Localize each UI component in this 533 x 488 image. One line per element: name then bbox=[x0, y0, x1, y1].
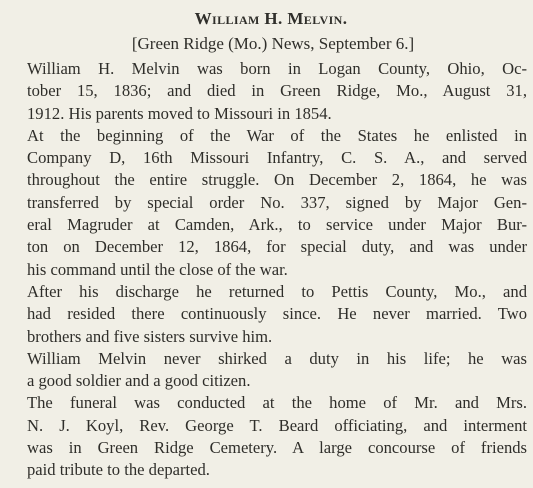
text-line: brothers and five sisters survive him. bbox=[27, 326, 273, 346]
text-line: After his discharge he returned to Pettis County, Mo., and bbox=[27, 281, 527, 301]
text-line: William H. Melvin was born in Logan County, Ohio, Oc- bbox=[27, 59, 527, 78]
paragraph-funeral bbox=[9, 392, 527, 481]
text-line: At the beginning of the War of the States he enlisted in bbox=[27, 125, 527, 145]
text-line: N. J. Koyl, Rev. George T. Beard officiating, and interment bbox=[27, 415, 527, 435]
text-line: paid tribute to the departed. bbox=[27, 460, 210, 480]
text-line: had resided there continuously since. He never married. Two bbox=[27, 304, 527, 324]
paragraph-character bbox=[9, 348, 527, 393]
paragraph-after-discharge bbox=[9, 281, 527, 348]
text-line: was in Green Ridge Cemetery. A large concourse of friends bbox=[27, 438, 527, 458]
source-citation: [Green Ridge (Mo.) News, September 6.] bbox=[131, 34, 415, 53]
text-line: a good soldier and a good citizen. bbox=[27, 371, 251, 391]
page-title: William H. Melvin. bbox=[194, 9, 348, 28]
text-line: William Melvin never shirked a duty in his life; he was bbox=[27, 348, 527, 368]
text-line: eral Magruder at Camden, Ark., to service under Major Bur- bbox=[27, 215, 527, 235]
text-line: throughout the entire struggle. On December 2, 1864, he was bbox=[27, 170, 527, 190]
text-line: his command until the close of the war. bbox=[27, 259, 288, 279]
paragraph-birth bbox=[9, 58, 527, 125]
text-line: 1912. His parents moved to Missouri in 1854. bbox=[27, 103, 332, 123]
text-line: Company D, 16th Missouri Infantry, C. S. A., and served bbox=[27, 148, 527, 168]
text-line: transferred by special order No. 337, signed by Major Gen- bbox=[27, 192, 527, 212]
text-line: tober 15, 1836; and died in Green Ridge, Mo., August 31, bbox=[27, 81, 527, 101]
text-line: ton on December 12, 1864, for special duty, and was under bbox=[27, 237, 527, 257]
paragraph-war-service bbox=[9, 125, 527, 281]
text-line: The funeral was conducted at the home of Mr. and Mrs. bbox=[27, 393, 527, 413]
